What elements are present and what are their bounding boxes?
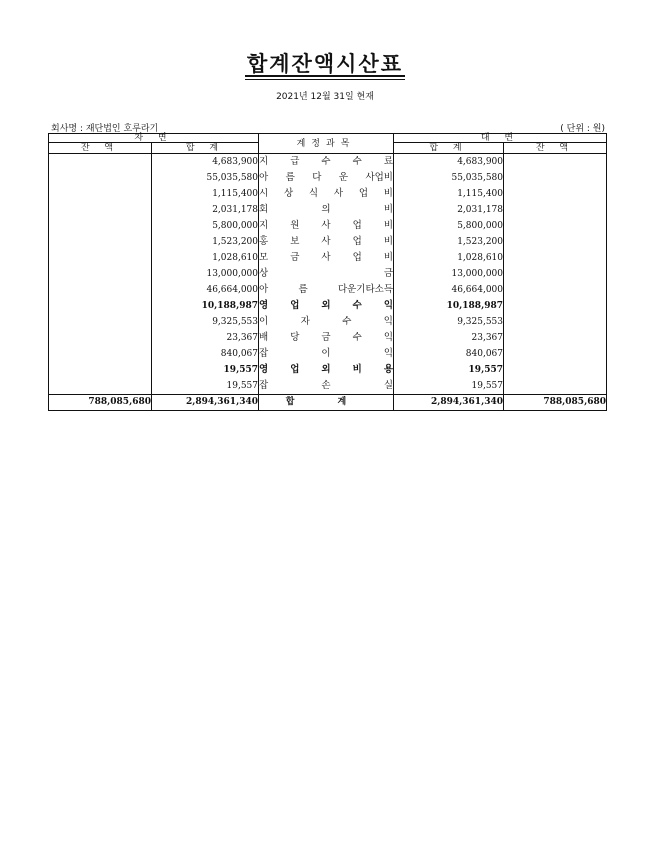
credit-total-cell: 46,664,000 [451, 285, 503, 295]
account-name-cell [259, 154, 394, 171]
account-name-cell [259, 218, 394, 234]
account-name-part: 시 [259, 188, 269, 199]
debit-total-cell: 4,683,900 [152, 154, 259, 171]
account-name-part: 잡 [259, 348, 269, 359]
credit-total-cell: 13,000,000 [451, 269, 503, 279]
account-name-part: 름 [298, 284, 308, 295]
table-row [49, 298, 607, 314]
account-name-part: 비 [383, 236, 393, 247]
table-row [49, 346, 607, 362]
debit-total-header: 합 계 [152, 143, 259, 154]
table-row [49, 266, 607, 282]
credit-balance-cell [504, 234, 607, 250]
account-name-part: 보 [290, 236, 300, 247]
account-name-part: 용 [383, 364, 393, 375]
account-name-cell [259, 282, 394, 298]
credit-total-cell: 19,557 [471, 381, 503, 391]
account-name-cell [259, 170, 394, 186]
account-name-part: 모 [259, 252, 269, 263]
table-row [49, 202, 607, 218]
account-name-part: 수 [321, 156, 331, 167]
debit-balance-cell [49, 218, 152, 234]
credit-total-cell: 840,067 [465, 349, 503, 359]
debit-total-cell: 19,557 [152, 362, 259, 378]
account-name-cell [259, 266, 394, 282]
table-row [49, 330, 607, 346]
table-row [49, 282, 607, 298]
credit-total-cell: 1,028,610 [457, 253, 503, 263]
page-title: 합계잔액시산표 [246, 52, 403, 76]
account-name-part: 이 [259, 316, 269, 327]
table-row [49, 154, 607, 171]
table-row [49, 234, 607, 250]
total-credit-balance: 788,085,680 [504, 395, 607, 411]
account-name-part: 업 [352, 220, 362, 231]
credit-total-cell: 19,557 [468, 365, 503, 375]
account-name-part: 자 [300, 316, 310, 327]
account-name-part: 수 [352, 332, 362, 343]
credit-balance-cell [504, 202, 607, 218]
debit-balance-cell [49, 362, 152, 378]
account-name-part: 영 [259, 364, 269, 375]
total-debit-balance: 788,085,680 [49, 395, 152, 411]
account-name-part: 사 [321, 236, 331, 247]
debit-balance-cell [49, 298, 152, 314]
account-name-part: 업 [358, 188, 368, 199]
account-name-part: 금 [290, 252, 300, 263]
debit-total-cell: 2,031,178 [152, 202, 259, 218]
company-name: 회사명 : 재단법인 호루라기 [51, 124, 159, 134]
account-name-part: 손 [321, 380, 331, 391]
debit-balance-cell [49, 346, 152, 362]
account-name-part: 비 [383, 220, 393, 231]
total-label: 합 계 [259, 395, 394, 411]
credit-total-header: 합 계 [394, 143, 504, 154]
debit-balance-cell [49, 154, 152, 171]
credit-total-cell: 5,800,000 [457, 221, 503, 231]
credit-total-cell: 2,031,178 [457, 205, 503, 215]
debit-total-cell: 23,367 [152, 330, 259, 346]
debit-balance-cell [49, 314, 152, 330]
account-name-cell [259, 202, 394, 218]
account-name-part: 금 [321, 332, 331, 343]
account-name-part: 실 [383, 380, 393, 391]
account-name-part: 사 [333, 188, 344, 199]
debit-total-cell: 1,115,400 [152, 186, 259, 202]
trial-balance-table [48, 133, 607, 411]
account-name-part: 상 [259, 268, 269, 279]
account-name-part: 사 [321, 220, 331, 231]
account-name-cell [259, 250, 394, 266]
account-name-part: 지 [259, 156, 269, 167]
account-name-cell [259, 362, 394, 378]
debit-total-cell: 55,035,580 [152, 170, 259, 186]
account-name-part: 비 [383, 188, 393, 199]
credit-total-cell: 1,523,200 [457, 237, 503, 247]
account-name-part: 외 [321, 300, 331, 311]
debit-total-cell: 19,557 [152, 378, 259, 395]
account-name-part: 수 [342, 316, 352, 327]
debit-total-cell: 5,800,000 [152, 218, 259, 234]
credit-balance-cell [504, 154, 607, 171]
credit-balance-cell [504, 186, 607, 202]
account-name-part: 업 [352, 252, 362, 263]
account-name-part: 다 [312, 172, 322, 183]
credit-balance-header: 잔 액 [504, 143, 607, 154]
debit-balance-cell [49, 330, 152, 346]
table-row [49, 362, 607, 378]
account-name-part: 비 [352, 364, 362, 375]
account-name-part: 금 [383, 268, 393, 279]
debit-balance-cell [49, 234, 152, 250]
account-name-part: 급 [290, 156, 300, 167]
title-underline-thin [245, 79, 405, 80]
credit-balance-cell [504, 250, 607, 266]
table-row [49, 250, 607, 266]
account-name-part: 이 [321, 348, 331, 359]
table-row [49, 170, 607, 186]
account-name-part: 홍 [259, 236, 269, 247]
account-name-part: 름 [285, 172, 295, 183]
account-name-part: 원 [290, 220, 300, 231]
credit-total-cell: 55,035,580 [451, 173, 503, 183]
credit-balance-cell [504, 282, 607, 298]
report-date: 2021년 12월 31일 현재 [276, 92, 374, 102]
account-name-part: 배 [259, 332, 269, 343]
account-name-cell [259, 378, 394, 395]
debit-balance-cell [49, 282, 152, 298]
account-name-part: 지 [259, 220, 269, 231]
credit-balance-cell [504, 170, 607, 186]
debit-total-cell: 1,028,610 [152, 250, 259, 266]
total-debit-total: 2,894,361,340 [152, 395, 259, 411]
account-name-part: 의 [321, 204, 331, 215]
credit-total-cell: 1,115,400 [457, 189, 503, 199]
debit-balance-cell [49, 266, 152, 282]
account-header: 계정과목 [259, 134, 394, 154]
table-row [49, 378, 607, 395]
debit-total-cell: 13,000,000 [152, 266, 259, 282]
account-name-cell [259, 298, 394, 314]
account-name-part: 수 [352, 300, 362, 311]
account-name-cell [259, 346, 394, 362]
account-name-part: 운 [338, 172, 349, 183]
credit-total-cell: 10,188,987 [446, 301, 503, 311]
credit-balance-cell [504, 378, 607, 395]
account-name-part: 다운기타소득 [337, 284, 393, 295]
debit-total-cell: 9,325,553 [152, 314, 259, 330]
account-name-cell [259, 186, 394, 202]
account-name-part: 아 [259, 284, 269, 295]
total-row [49, 395, 607, 411]
debit-balance-header: 잔 액 [49, 143, 152, 154]
account-name-part: 사업비 [365, 172, 393, 183]
account-name-part: 영 [259, 300, 269, 311]
table-row [49, 186, 607, 202]
account-name-part: 업 [352, 236, 362, 247]
table-body [49, 154, 607, 395]
debit-total-cell: 10,188,987 [152, 298, 259, 314]
debit-balance-cell [49, 250, 152, 266]
credit-balance-cell [504, 218, 607, 234]
account-name-part: 료 [383, 156, 393, 167]
account-name-part: 잡 [259, 380, 269, 391]
credit-total-cell: 4,683,900 [457, 157, 503, 167]
account-name-part: 비 [383, 252, 393, 263]
account-name-cell [259, 234, 394, 250]
debit-header: 차 변 [134, 133, 173, 143]
credit-header: 대 변 [480, 133, 520, 143]
account-name-part: 상 [283, 188, 294, 199]
account-name-part: 익 [383, 332, 393, 343]
debit-total-cell: 1,523,200 [152, 234, 259, 250]
account-name-part: 사 [321, 252, 331, 263]
account-name-part: 식 [308, 188, 319, 199]
account-name-part: 업 [290, 300, 300, 311]
account-name-part: 수 [352, 156, 362, 167]
account-name-part: 회 [259, 204, 269, 215]
account-name-part: 아 [259, 172, 269, 183]
credit-balance-cell [504, 330, 607, 346]
account-name-part: 비 [383, 204, 393, 215]
credit-balance-cell [504, 362, 607, 378]
account-name-cell [259, 330, 394, 346]
debit-balance-cell [49, 170, 152, 186]
account-name-part: 외 [321, 364, 331, 375]
total-credit-total: 2,894,361,340 [394, 395, 504, 411]
debit-total-cell: 840,067 [152, 346, 259, 362]
account-name-part: 익 [383, 348, 393, 359]
debit-balance-cell [49, 186, 152, 202]
credit-total-cell: 9,325,553 [457, 317, 503, 327]
credit-balance-cell [504, 314, 607, 330]
unit-label: ( 단위 : 원) [560, 124, 605, 134]
account-name-part: 익 [383, 316, 393, 327]
debit-total-cell: 46,664,000 [152, 282, 259, 298]
title-underline [245, 75, 405, 77]
table-row [49, 314, 607, 330]
account-name-part: 익 [383, 300, 393, 311]
credit-total-cell: 23,367 [471, 333, 503, 343]
debit-balance-cell [49, 378, 152, 395]
table-row [49, 218, 607, 234]
debit-balance-cell [49, 202, 152, 218]
credit-balance-cell [504, 346, 607, 362]
credit-balance-cell [504, 298, 607, 314]
credit-balance-cell [504, 266, 607, 282]
account-name-part: 업 [290, 364, 300, 375]
account-name-part: 당 [290, 332, 300, 343]
account-name-cell [259, 314, 394, 330]
